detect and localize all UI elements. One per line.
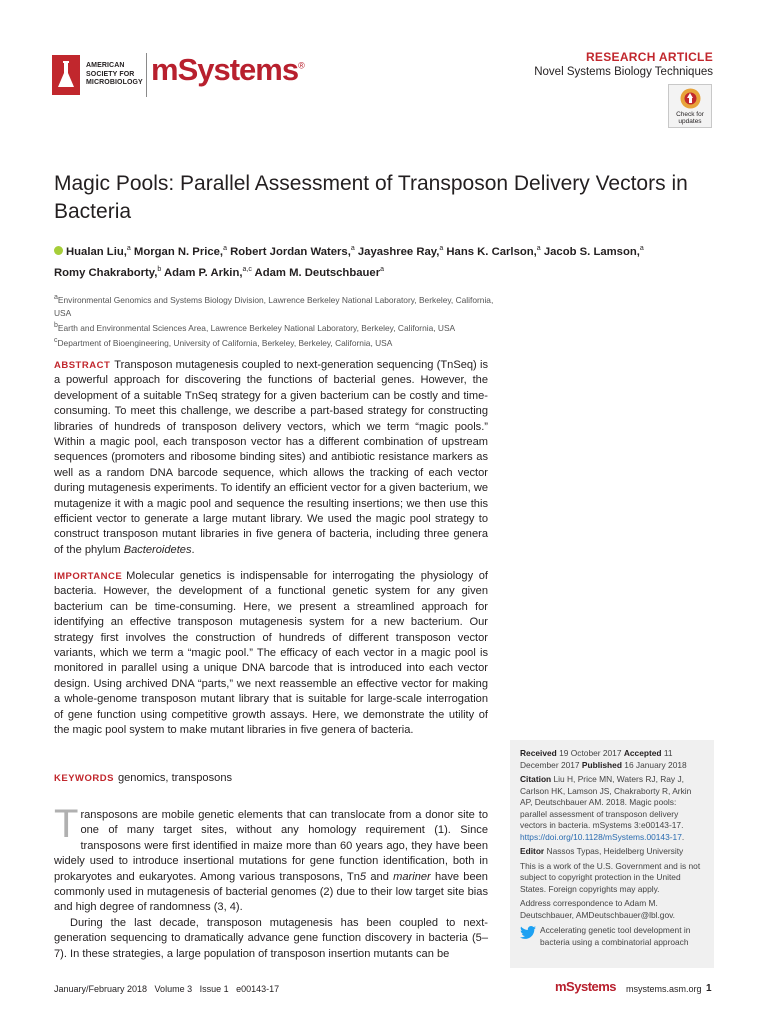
asm-logo (52, 55, 142, 95)
doi-end: . (681, 831, 685, 842)
editor-text: Nassos Typas, Heidelberg University (546, 846, 684, 856)
twitter-icon (520, 926, 536, 939)
author-name[interactable]: Robert Jordan Waters, (226, 245, 351, 258)
asm-flask-icon (52, 55, 80, 95)
citation-text: Liu H, Price MN, Waters RJ, Ray J, Carlson HK, Lamson JS, Chakraborty R, Arkin AP, Deutschbauer AM. 2018. Magic pools: parallel assessment of transposon delivery vectors in bacteria. mSystems 3:e00143-17. (520, 774, 692, 830)
article-body (54, 802, 488, 962)
check-for-updates-label (669, 111, 711, 125)
article-info-box (510, 740, 714, 968)
author-affiliation-mark: b (157, 265, 162, 273)
asm-line-3: MICROBIOLOGY (86, 79, 143, 86)
issue-info: January/February 2018 Volume 3 Issue 1 e00143-17 (54, 984, 280, 994)
correspondence[interactable]: Address correspondence to Adam M. Deutschbauer, AMDeutschbauer@lbl.gov. (520, 898, 675, 920)
check-for-updates-button[interactable] (668, 84, 712, 128)
journal-url[interactable]: msystems.asm.org (626, 984, 702, 994)
received-date: 19 October 2017 (559, 748, 622, 758)
citation-label: Citation (520, 774, 552, 784)
author-name[interactable]: Jacob S. Lamson, (540, 245, 640, 258)
accepted-date: 11 December 2017 (520, 748, 673, 770)
doi-link[interactable]: https://doi.org/10.1128/mSystems.00143-17 (520, 831, 682, 842)
published-date: 16 January 2018 (624, 759, 687, 770)
author-name[interactable]: Morgan N. Price, (130, 245, 224, 258)
page-number: 1 (706, 983, 712, 994)
keywords-text: genomics, transposons (117, 772, 233, 784)
tweet-text: Accelerating genetic tool development in bacteria using a combinatorial approach (540, 925, 691, 947)
check-label-line2: updates (678, 118, 702, 125)
asm-line-1: AMERICAN (86, 62, 125, 69)
author-name[interactable]: Hualan Liu, (66, 245, 127, 258)
journal-logo-text: mSystems (151, 52, 299, 87)
body-paragraph (54, 802, 488, 916)
body-text: and (366, 870, 394, 883)
logo-divider (146, 53, 147, 97)
editor-label: Editor (520, 846, 545, 856)
importance-label: IMPORTANCE (54, 571, 123, 582)
affiliation-mark: a (54, 294, 58, 301)
abstract-text: Transposon mutagenesis coupled to next-generation sequencing (TnSeq) is a powerful approach for discovering the functions of bacterial genes. However, the development of a suitable TnSeq strategy for a given bacterium can be costly and time-consuming. To meet this challenge, we describe a part-based strategy for constructing libraries of hundreds of transposon delivery vectors, which we term “magic pools.” Within a magic pool, each transposon vector has a different combination of upstream sequences (promoters and ribosome binding sites) and antibiotic resistance markers as well as a random DNA barcode sequence, which allows the tracking of each vector during mutagenesis experiments. To identify an efficient vector for a given bacterium, we mutagenize it with a magic pool and sequence the resulting insertions; we then use this efficient vector to generate a large mutant library. We used the magic pool strategy to construct transposon mutant libraries in five genera of bacteria, including three genera of the phylum (54, 359, 488, 556)
importance-text: Molecular genetics is indispensable for interrogating the physiology of bacteria. However, the development of a functional genetic system for any given bacterium can be time-consuming. Here, we present a streamlined approach for identifying an effective transposon mutagenesis system for a new bacterium. Our strategy first involves the construction of hundreds of different transposon vector variants, which we term a “magic pool.” The efficacy of each vector in a magic pool is monitored in parallel using a unique DNA barcode that is introduced into each vector design. Using archived DNA “parts,” we next reassemble an effective vector for making a whole-genome transposon mutant library that is suitable for large-scale interrogation of gene function using competitive growth assays. Here, we demonstrate the utility of the magic pool system to make mutant libraries in five genera of bacteria. (54, 570, 488, 737)
abstract-label: ABSTRACT (54, 360, 111, 371)
section-name: Novel Systems Biology Techniques (534, 66, 713, 78)
orcid-icon[interactable] (54, 246, 63, 255)
author-affiliation-mark: a (350, 245, 355, 252)
author-affiliation-mark: a (380, 265, 384, 273)
author-list (54, 240, 674, 282)
keywords-label: KEYWORDS (54, 773, 114, 784)
dates (520, 748, 704, 771)
body-italic: 5 (359, 870, 367, 883)
author-affiliation-mark: a (536, 245, 541, 252)
check-label-line1: Check for (676, 111, 704, 118)
abstract (54, 358, 488, 558)
author-affiliation-mark: a (223, 245, 227, 252)
affiliation-c (54, 334, 494, 350)
keywords (54, 771, 488, 786)
registered-mark: ® (298, 60, 304, 71)
tweet[interactable] (520, 925, 704, 948)
editor (520, 846, 704, 858)
drop-cap: T (54, 802, 79, 846)
affiliation-mark: b (54, 322, 58, 329)
author-affiliation-mark: a (439, 245, 444, 252)
citation (520, 774, 704, 843)
author-name[interactable]: Romy Chakraborty, (54, 266, 158, 279)
article-type: RESEARCH ARTICLE (585, 50, 713, 64)
affiliation-a (54, 291, 494, 320)
published-label: Published (581, 759, 622, 770)
body-text: ransposons are mobile genetic elements that can translocate from a donor site to one of many target sites, without any homology requirement (1). Since transposons were first identified in maize more than 60 years ago, they have been widely used to introduce insertional mutations for gene function identification, both in prokaryotes and eukaryotes. Among various transposons, Tn (54, 809, 488, 883)
affiliation-text: Earth and Environmental Sciences Area, Lawrence Berkeley National Laboratory, Berkeley, California, USA (57, 322, 456, 333)
affiliation-mark: c (54, 337, 58, 344)
body-paragraph: During the last decade, transposon mutagenesis has been coupled to next-generation sequencing to dramatically advance gene function discovery in bacteria (5–7). In these strategies, a large population of transposon insertion mutants can be (54, 916, 488, 960)
article-title: Magic Pools: Parallel Assessment of Transposon Delivery Vectors in Bacteria (54, 172, 688, 223)
body-italic: mariner (393, 870, 431, 883)
author-affiliation-mark: a (639, 245, 644, 252)
author-name[interactable]: Hans K. Carlson, (443, 245, 537, 258)
footer-journal-logo: mSystems (555, 979, 617, 994)
author-affiliation-mark: a (126, 245, 131, 252)
affiliation-text: Department of Bioengineering, University of California, Berkeley, Berkeley, California, USA (57, 337, 393, 348)
author-affiliation-mark: a,c (242, 265, 252, 273)
author-name[interactable]: Jayashree Ray, (354, 245, 440, 258)
affiliation-b (54, 319, 494, 335)
importance (54, 569, 488, 738)
received-label: Received (520, 748, 557, 758)
affiliation-text: Environmental Genomics and Systems Biology Division, Lawrence Berkeley National Laboratory, Berkeley, California, USA (54, 294, 494, 318)
abstract-italic: Bacteroidetes (123, 543, 192, 556)
abstract-end: . (191, 543, 195, 556)
copyright-notice: This is a work of the U.S. Government and is not subject to copyright protection in the United States. Foreign copyrights may apply. (520, 860, 701, 894)
body-text: have been commonly used in mutagenesis of bacterial genomes (2) due to their low target site bias and high degree of randomness (3, 4). (54, 870, 488, 914)
author-name[interactable]: Adam M. Deutschbauer (251, 266, 381, 279)
check-for-updates-icon (680, 88, 701, 109)
asm-line-2: SOCIETY FOR (86, 70, 135, 78)
author-name[interactable]: Adam P. Arkin, (161, 266, 243, 279)
asm-wordmark (86, 62, 143, 88)
journal-logo[interactable] (151, 52, 304, 88)
accepted-label: Accepted (623, 748, 662, 758)
